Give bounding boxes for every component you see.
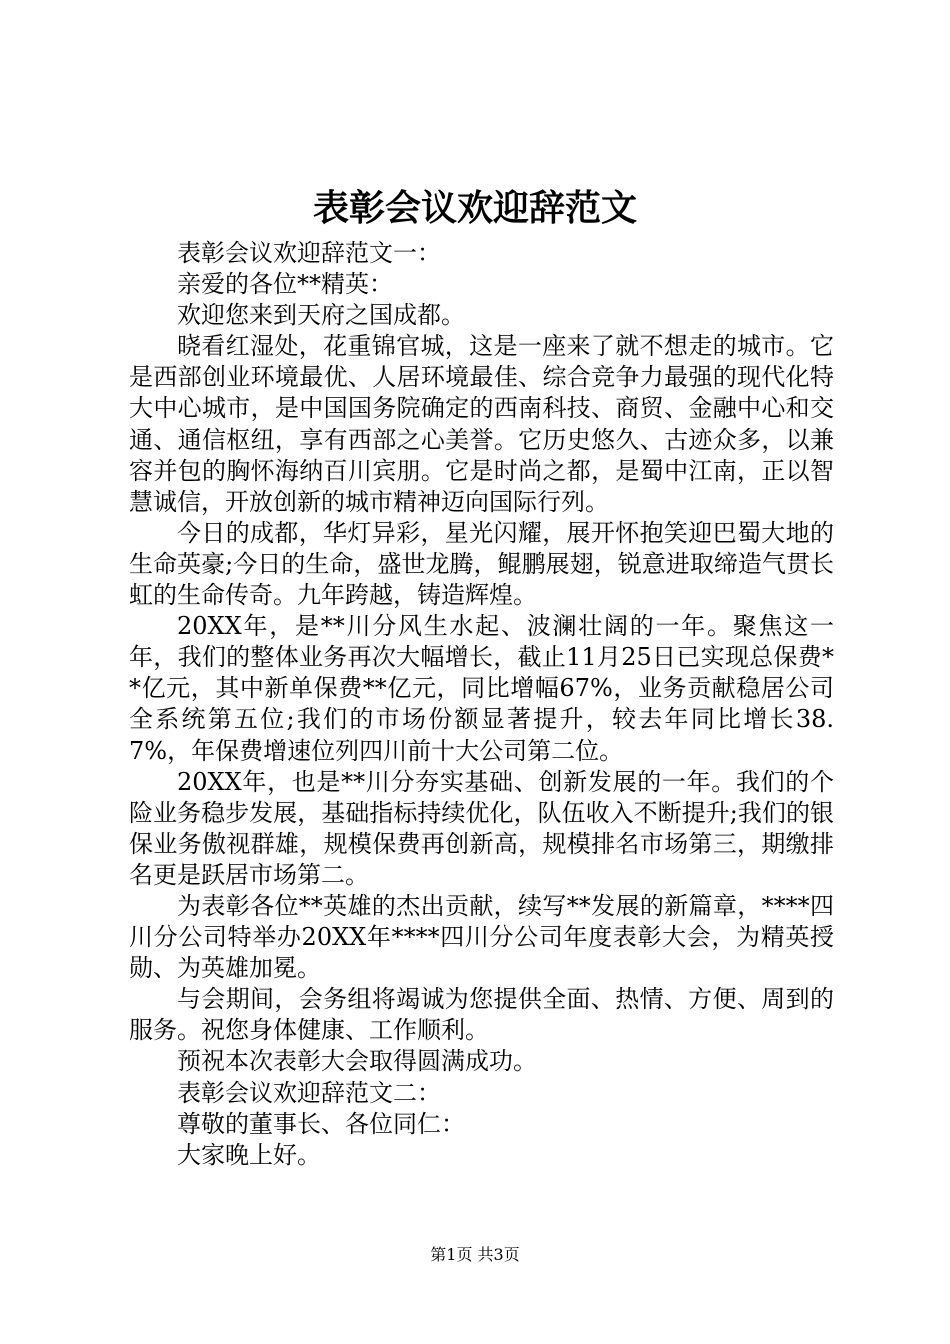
paragraph-second-salutation: 尊敬的董事长、各位同仁： [177,1109,465,1138]
document-body [129,238,834,1171]
document-title: 表彰会议欢迎辞范文 [312,187,637,229]
paragraph-today-chengdu: 今日的成都，华灯异彩，星光闪耀，展开怀抱笑迎巴蜀大地的生命英豪;今日的生命，盛世龙腾，鲲鹏展翅，锐意进取缔造气贯长虹的生命传奇。九年跨越，铸造辉煌。 [129,518,834,610]
paragraph-wishes: 预祝本次表彰大会取得圆满成功。 [177,1047,537,1076]
page-number-footer: 第1页 共3页 [430,1245,520,1264]
paragraph-greeting-heading: 表彰会议欢迎辞范文一： [177,239,441,267]
paragraph-year-results: 20XX年，是**川分风生水起、波澜壮阔的一年。聚焦这一年，我们的整体业务再次大幅增长，截止11月25日已实现总保费**亿元，其中新单保费**亿元，同比增幅67%，业务贡献稳居公司全系统第五位;我们的市场份额显著提升，较去年同比增长38.7%，年保费增速位列四川前十大公司第二位。 [129,612,834,765]
paragraph-evening-greeting: 大家晚上好。 [177,1140,321,1169]
paragraph-second-heading: 表彰会议欢迎辞范文二： [177,1078,441,1107]
paragraph-service: 与会期间，会务组将竭诚为您提供全面、热情、方便、周到的服务。祝您身体健康、工作顺利。 [129,985,834,1045]
paragraph-welcome: 欢迎您来到天府之国成都。 [177,301,465,330]
paragraph-city-intro: 晓看红湿处，花重锦官城，这是一座来了就不想走的城市。它是西部创业环境最优、人居环境最佳、综合竞争力最强的现代化特大中心城市，是中国国务院确定的西南科技、商贸、金融中心和交通、通信枢纽，享有西部之心美誉。它历史悠久、古迹众多，以兼容并包的胸怀海纳百川宾朋。它是时尚之都，是蜀中江南，正以智慧诚信，开放创新的城市精神迈向国际行列。 [129,332,834,516]
paragraph-commendation: 为表彰各位**英雄的杰出贡献，续写**发展的新篇章，****四川分公司特举办20XX年****四川分公司年度表彰大会，为精英授勋、为英雄加冕。 [129,891,834,983]
paragraph-year-development: 20XX年，也是**川分夯实基础、创新发展的一年。我们的个险业务稳步发展，基础指标持续优化，队伍收入不断提升;我们的银保业务傲视群雄，规模保费再创新高，规模排名市场第三，期缴排名更是跃居市场第二。 [129,767,834,889]
paragraph-salutation: 亲爱的各位**精英： [177,270,393,299]
